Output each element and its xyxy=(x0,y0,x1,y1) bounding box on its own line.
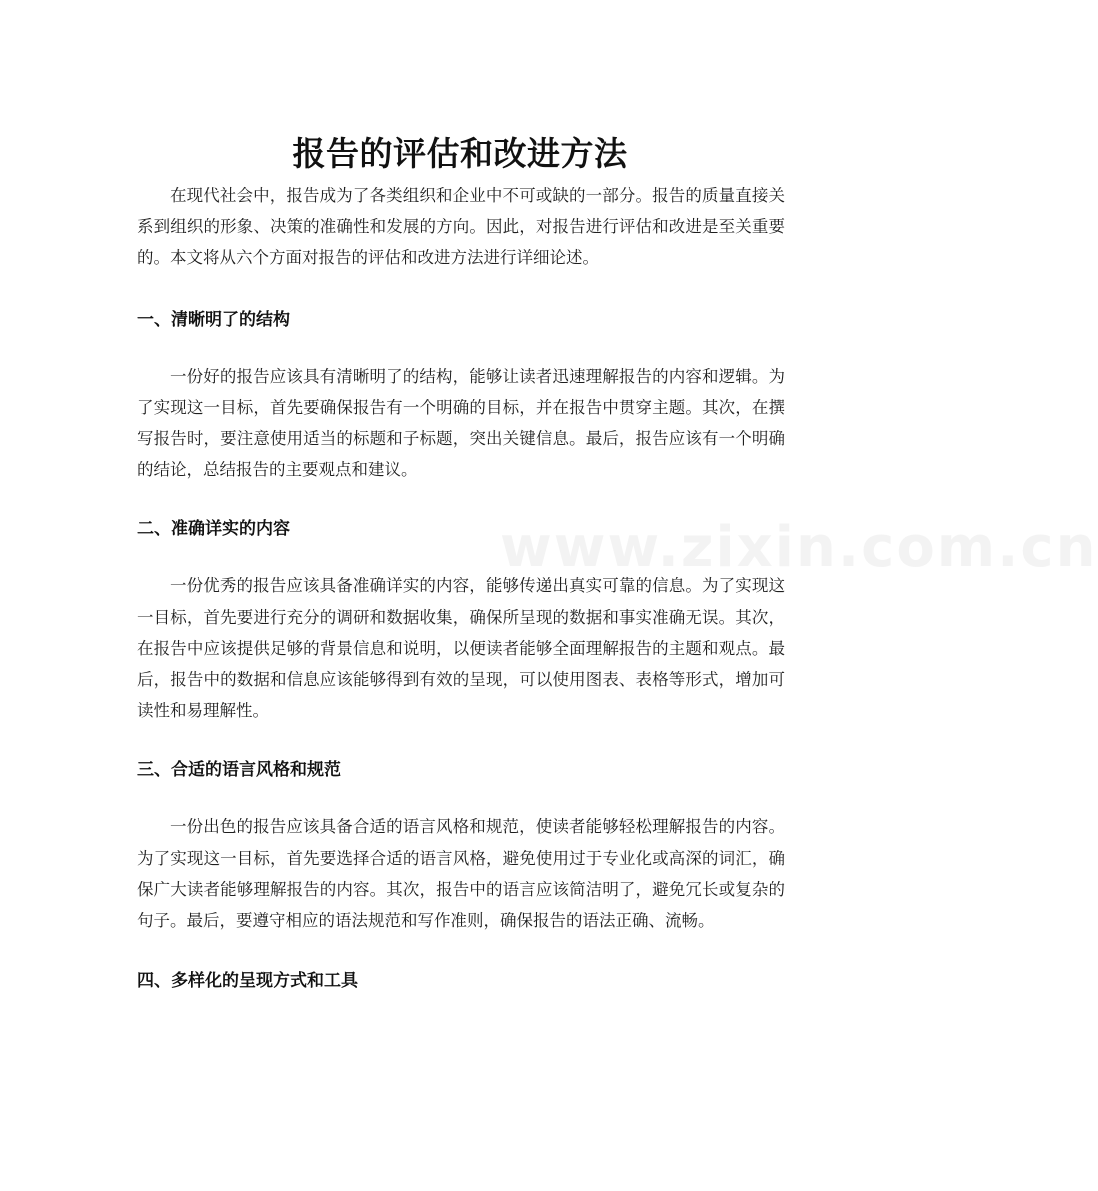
document-body xyxy=(137,180,785,995)
section-heading-presentation: 四、多样化的呈现方式和工具 xyxy=(137,971,358,992)
watermark: www.zixin.com.cn xyxy=(500,515,1098,580)
section-body-language: 一份出色的报告应该具备合适的语言风格和规范，使读者能够轻松理解报告的内容。为了实现这一目标，首先要选择合适的语言风格，避免使用过于专业化或高深的词汇，确保广大读者能够理解报告的内容。其次，报告中的语言应该简洁明了，避免冗长或复杂的句子。最后，要遵守相应的语法规范和写作准则，确保报告的语法正确、流畅。 xyxy=(137,817,785,931)
document-title: 报告的评估和改进方法 xyxy=(292,134,628,174)
intro-paragraph: 在现代社会中，报告成为了各类组织和企业中不可或缺的一部分。报告的质量直接关系到组织的形象、决策的准确性和发展的方向。因此，对报告进行评估和改进是至关重要的。本文将从六个方面对报告的评估和改进方法进行详细论述。 xyxy=(137,186,785,268)
section-heading-content: 二、准确详实的内容 xyxy=(137,519,290,540)
section-heading-language: 三、合适的语言风格和规范 xyxy=(137,760,341,781)
section-body-structure: 一份好的报告应该具有清晰明了的结构，能够让读者迅速理解报告的内容和逻辑。为了实现这一目标，首先要确保报告有一个明确的目标，并在报告中贯穿主题。其次，在撰写报告时，要注意使用适当的标题和子标题，突出关键信息。最后，报告应该有一个明确的结论，总结报告的主要观点和建议。 xyxy=(137,366,785,480)
section-body-content: 一份优秀的报告应该具备准确详实的内容，能够传递出真实可靠的信息。为了实现这一目标，首先要进行充分的调研和数据收集，确保所呈现的数据和事实准确无误。其次，在报告中应该提供足够的背景信息和说明，以便读者能够全面理解报告的主题和观点。最后，报告中的数据和信息应该能够得到有效的呈现，可以使用图表、表格等形式，增加可读性和易理解性。 xyxy=(137,576,785,721)
section-heading-structure: 一、清晰明了的结构 xyxy=(137,309,290,330)
